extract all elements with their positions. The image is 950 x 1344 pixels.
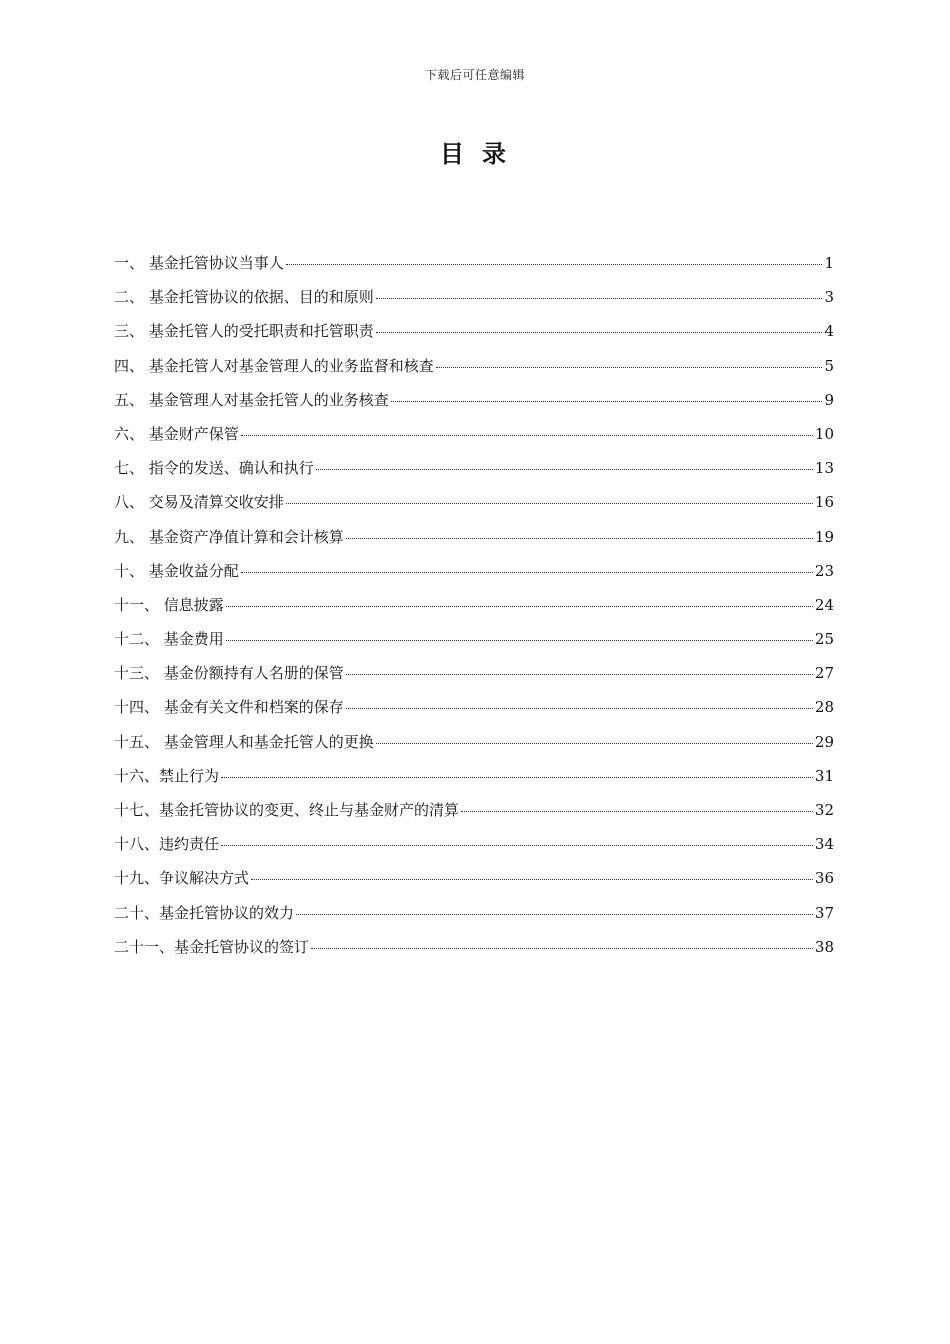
toc-entry-page: 5 — [824, 356, 834, 375]
toc-entry-page: 19 — [814, 527, 834, 546]
toc-dot-leader — [311, 948, 813, 949]
toc-entry-page: 13 — [814, 459, 834, 478]
toc-entry[interactable] — [114, 662, 834, 696]
toc-entry-number: 二十、 — [114, 903, 160, 922]
toc-entry-number: 十八、 — [114, 835, 160, 854]
toc-entry-number: 八、 — [114, 493, 149, 512]
toc-dot-leader — [286, 503, 813, 504]
toc-entry-title: 基金财产保管 — [148, 424, 239, 443]
toc-entry[interactable] — [114, 526, 834, 560]
toc-entry-number: 十一、 — [114, 595, 164, 614]
toc-entry[interactable] — [114, 286, 834, 320]
toc-entry[interactable] — [114, 457, 834, 491]
toc-entry-page: 27 — [814, 664, 834, 683]
toc-entry-title: 基金托管协议的签订 — [174, 937, 310, 956]
toc-entry[interactable] — [114, 594, 834, 628]
toc-entry-title: 基金收益分配 — [148, 561, 239, 580]
toc-entry[interactable] — [114, 902, 834, 936]
toc-entry-number: 十七、 — [114, 801, 160, 819]
toc-dot-leader — [226, 606, 813, 607]
toc-entry-title: 基金托管协议的效力 — [159, 903, 295, 922]
toc-entry[interactable] — [114, 252, 834, 286]
toc-dot-leader — [376, 298, 823, 299]
toc-entry-title: 基金有关文件和档案的保存 — [163, 698, 344, 717]
toc-entry-title: 基金托管协议当事人 — [148, 254, 284, 272]
toc-entry-page: 16 — [814, 493, 834, 512]
toc-entry-title: 违约责任 — [159, 835, 220, 854]
toc-entry-number: 十四、 — [114, 698, 164, 717]
toc-entry-page: 24 — [814, 595, 834, 614]
toc-entry-title: 基金费用 — [163, 630, 224, 649]
toc-dot-leader — [461, 811, 813, 812]
toc-dot-leader — [296, 914, 813, 915]
toc-entry-title: 指令的发送、确认和执行 — [148, 459, 314, 478]
toc-entry-number: 二、 — [114, 288, 149, 307]
toc-entry-page: 34 — [814, 835, 834, 854]
toc-entry[interactable] — [114, 696, 834, 730]
toc-entry[interactable] — [114, 628, 834, 662]
toc-entry[interactable] — [114, 560, 834, 594]
toc-dot-leader — [286, 264, 823, 265]
header-note: 下载后可任意编辑 — [424, 68, 525, 82]
toc-dot-leader — [376, 332, 823, 333]
toc-dot-leader — [316, 469, 813, 470]
toc-entry-title: 交易及清算交收安排 — [148, 493, 284, 512]
toc-entry[interactable] — [114, 765, 834, 799]
toc-entry-number: 十六、 — [114, 766, 160, 785]
toc-entry-title: 基金托管协议的依据、目的和原则 — [148, 288, 374, 307]
toc-dot-leader — [376, 743, 813, 744]
toc-entry-page: 3 — [824, 288, 834, 307]
toc-entry-page: 4 — [824, 322, 834, 341]
toc-entry-title: 基金管理人对基金托管人的业务核查 — [148, 390, 389, 409]
toc-entry-title: 禁止行为 — [159, 766, 220, 785]
toc-entry-page: 31 — [814, 766, 834, 785]
toc-entry-page: 10 — [814, 424, 834, 443]
toc-entry-title: 基金托管人对基金管理人的业务监督和核查 — [148, 356, 434, 375]
toc-entry-number: 十五、 — [114, 732, 164, 751]
toc-entry-number: 十二、 — [114, 630, 164, 649]
toc-entry-title: 基金管理人和基金托管人的更换 — [163, 732, 374, 751]
toc-entry[interactable] — [114, 355, 834, 389]
toc-dot-leader — [221, 845, 813, 846]
toc-entry-page: 28 — [814, 698, 834, 717]
toc-entry-page: 32 — [814, 801, 834, 819]
toc-entry-number: 十、 — [114, 561, 149, 580]
toc-entry[interactable] — [114, 491, 834, 525]
toc-entry[interactable] — [114, 799, 834, 833]
toc-entry[interactable] — [114, 936, 834, 970]
toc-dot-leader — [251, 879, 813, 880]
toc-dot-leader — [226, 640, 813, 641]
toc-dot-leader — [391, 401, 823, 402]
toc-dot-leader — [346, 674, 813, 675]
toc-entry-page: 9 — [824, 390, 834, 409]
toc-dot-leader — [241, 572, 813, 573]
toc-entry-number: 三、 — [114, 322, 149, 341]
toc-entry[interactable] — [114, 389, 834, 423]
toc-entry[interactable] — [114, 867, 834, 901]
toc-entry-title: 基金份额持有人名册的保管 — [163, 664, 344, 683]
toc-entry-title: 基金托管协议的变更、终止与基金财产的清算 — [159, 801, 460, 819]
toc-entry-number: 十九、 — [114, 869, 160, 888]
toc-entry-page: 1 — [824, 254, 834, 272]
toc-title: 目录 — [440, 139, 524, 168]
toc-entry[interactable] — [114, 731, 834, 765]
toc-dot-leader — [436, 367, 823, 368]
toc-entry-number: 二十一、 — [114, 937, 175, 956]
table-of-contents — [114, 252, 834, 970]
toc-entry-title: 基金资产净值计算和会计核算 — [148, 527, 344, 546]
toc-dot-leader — [346, 708, 813, 709]
toc-entry[interactable] — [114, 320, 834, 354]
toc-entry-title: 基金托管人的受托职责和托管职责 — [148, 322, 374, 341]
toc-entry-number: 四、 — [114, 356, 149, 375]
toc-entry-number: 七、 — [114, 459, 149, 478]
toc-entry-title: 争议解决方式 — [159, 869, 250, 888]
toc-entry-page: 25 — [814, 630, 834, 649]
toc-dot-leader — [221, 777, 813, 778]
toc-entry[interactable] — [114, 423, 834, 457]
toc-entry-page: 37 — [814, 903, 834, 922]
toc-dot-leader — [346, 538, 813, 539]
toc-entry-number: 六、 — [114, 424, 149, 443]
toc-entry-page: 29 — [814, 732, 834, 751]
toc-entry-title: 信息披露 — [163, 595, 224, 614]
toc-entry[interactable] — [114, 833, 834, 867]
toc-entry-page: 23 — [814, 561, 834, 580]
toc-entry-number: 十三、 — [114, 664, 164, 683]
toc-entry-number: 五、 — [114, 390, 149, 409]
toc-entry-page: 36 — [814, 869, 834, 888]
toc-entry-number: 九、 — [114, 527, 149, 546]
toc-dot-leader — [241, 435, 813, 436]
toc-entry-number: 一、 — [114, 254, 149, 272]
toc-entry-page: 38 — [814, 937, 834, 956]
